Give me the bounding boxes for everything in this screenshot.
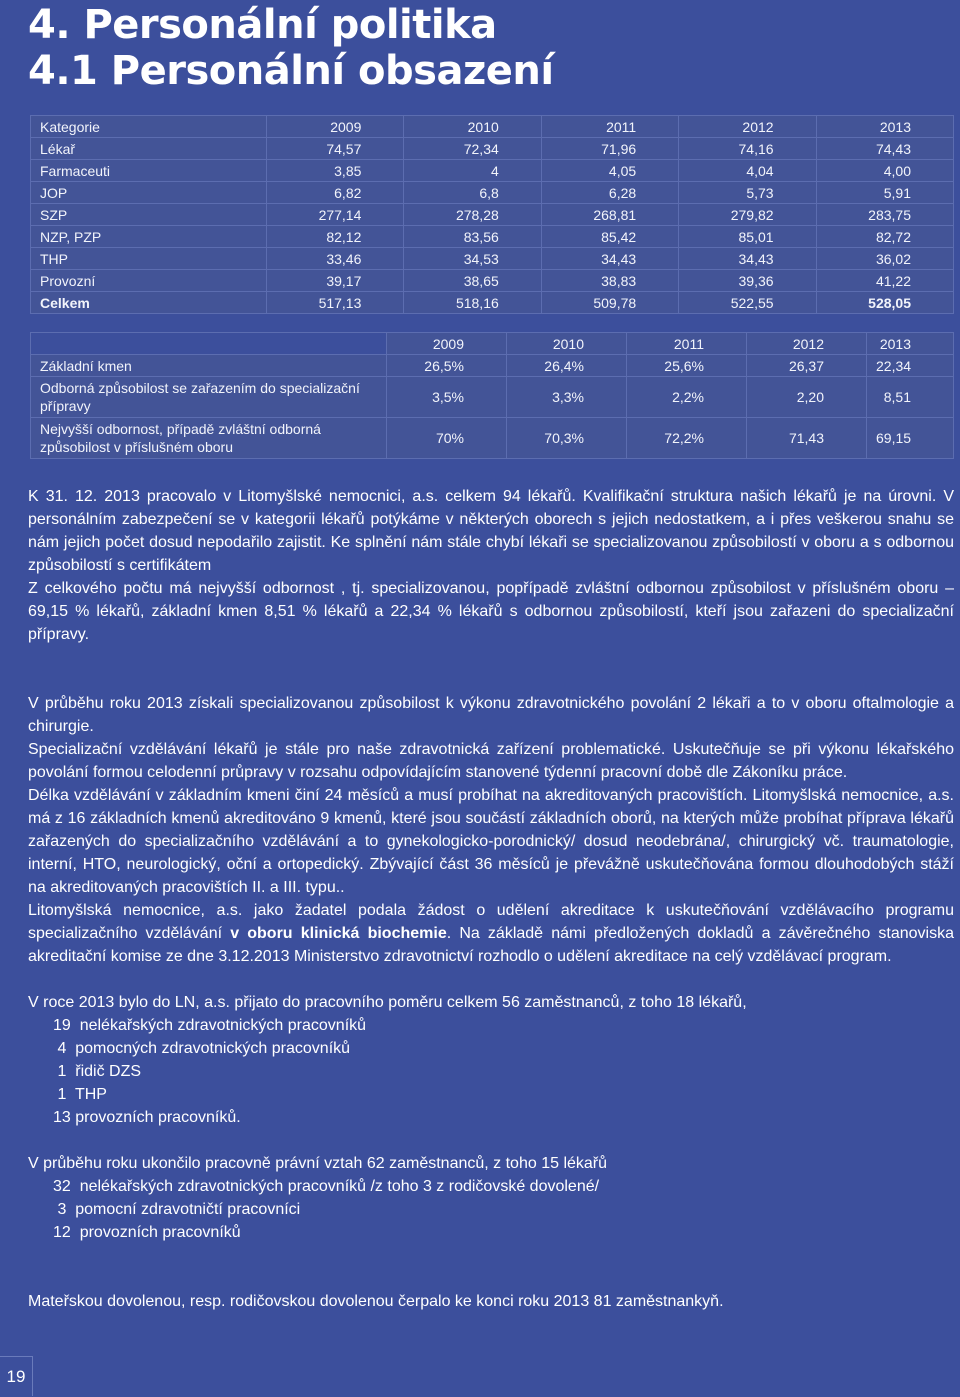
paragraph-specialization: V průběhu roku 2013 získali specializovanou způsobilost k výkonu zdravotnického povolání 2 lékaři a to v oboru oftalmologie a chirurgie. <box>28 695 954 735</box>
table-cell: Základní kmen <box>31 355 387 377</box>
table-cell: Lékař <box>31 138 267 160</box>
table-cell: 34,43 <box>679 248 816 270</box>
table-cell: 522,55 <box>679 292 816 314</box>
table-cell: 3,5% <box>387 377 507 418</box>
table-cell: Nejvyšší odbornost, případě zvláštní odborná způsobilost v příslušném oboru <box>31 418 387 459</box>
paragraph-doctors: K 31. 12. 2013 pracovalo v Litomyšlské nemocnici, a.s. celkem 94 lékařů. Kvalifikační struktura našich lékařů je na úrovni. V personálním zabezpečení se v kategorii lékařů potýkáme v některých oborech s jejich nedostatkem, a i přes veškerou snahu se nám jejich počet dosud nepodařilo zajistit. Ke splnění nám stále chybí lékaři se specializovanou způsobilostí v oboru a s odbornou způsobilostí s certifikátem <box>28 488 954 574</box>
table-cell: 85,42 <box>541 226 678 248</box>
table-cell: 6,8 <box>404 182 541 204</box>
list-item: 1 řidič DZS <box>53 1063 142 1080</box>
table-cell: SZP <box>31 204 267 226</box>
table-cell: 82,72 <box>816 226 953 248</box>
table-cell: 38,83 <box>541 270 678 292</box>
list-item: 3 pomocní zdravotničtí pracovníci <box>53 1201 301 1218</box>
header-cell: 2010 <box>507 333 627 355</box>
table-cell: 74,16 <box>679 138 816 160</box>
table-cell: 39,17 <box>267 270 404 292</box>
table-cell: 3,3% <box>507 377 627 418</box>
table-header-row <box>31 333 954 355</box>
table-cell: 72,2% <box>627 418 747 459</box>
table-cell: 39,36 <box>679 270 816 292</box>
table-cell: 69,15 <box>867 418 954 459</box>
table-cell: 528,05 <box>816 292 953 314</box>
table-cell: 34,43 <box>541 248 678 270</box>
table-cell: 278,28 <box>404 204 541 226</box>
table-cell: 2,2% <box>627 377 747 418</box>
table-cell: 74,57 <box>267 138 404 160</box>
table-row <box>31 204 954 226</box>
table-cell: 74,43 <box>816 138 953 160</box>
table-cell: 26,4% <box>507 355 627 377</box>
table-cell: 25,6% <box>627 355 747 377</box>
table-row <box>31 355 954 377</box>
table-cell: 6,28 <box>541 182 678 204</box>
header-cell: 2013 <box>867 333 954 355</box>
header-cell: Kategorie <box>31 116 267 138</box>
table-row <box>31 270 954 292</box>
staff-table <box>30 115 954 314</box>
table-cell: 41,22 <box>816 270 953 292</box>
table-cell: 3,85 <box>267 160 404 182</box>
table-cell: 38,65 <box>404 270 541 292</box>
table-cell: 268,81 <box>541 204 678 226</box>
paragraph-training: Specializační vzdělávání lékařů je stále pro naše zdravotnická zařízení problematické. Uskutečňuje se při výkonu lékařského povolání formou celodenní průpravy v rozsahu odpovídajícím stanovené týdenní pracovní době dle Zákoníku práce. <box>28 741 954 781</box>
maternity-text: Mateřskou dovolenou, resp. rodičovskou dovolenou čerpalo ke konci roku 2013 81 zaměstnankyň. <box>28 1293 724 1310</box>
table-cell: 283,75 <box>816 204 953 226</box>
table-cell: 72,34 <box>404 138 541 160</box>
page-headings <box>28 2 554 94</box>
table-cell: 4,04 <box>679 160 816 182</box>
chapter-title: 4. Personální politika <box>28 2 497 48</box>
table-cell: 5,73 <box>679 182 816 204</box>
list-item: 12 provozních pracovníků <box>53 1224 241 1241</box>
header-cell: 2010 <box>404 116 541 138</box>
header-cell: 2012 <box>747 333 867 355</box>
table-cell: THP <box>31 248 267 270</box>
table-cell: 71,96 <box>541 138 678 160</box>
header-cell <box>31 333 387 355</box>
accreditation-field: v oboru klinická biochemie <box>230 925 447 942</box>
left-intro: V průběhu roku ukončilo pracovně právní vztah 62 zaměstnanců, z toho 15 lékařů <box>28 1155 608 1172</box>
table-cell: Provozní <box>31 270 267 292</box>
list-item: 4 pomocných zdravotnických pracovníků <box>53 1040 351 1057</box>
table-cell: Farmaceuti <box>31 160 267 182</box>
table-cell: 26,5% <box>387 355 507 377</box>
table-header-row <box>31 116 954 138</box>
table-cell: Celkem <box>31 292 267 314</box>
header-cell: 2012 <box>679 116 816 138</box>
paragraph-qualification: Z celkového počtu má nejvyšší odbornost , tj. specializovanou, popřípadě zvláštní odbornou způsobilost v příslušném oboru – 69,15 % lékařů, základní kmen 8,51 % lékařů a 22,34 % lékařů s odbornou způsobilostí, kteří jsou zařazeni do specializační přípravy. <box>28 580 954 643</box>
table-cell: 82,12 <box>267 226 404 248</box>
table-cell: 518,16 <box>404 292 541 314</box>
table-cell: 8,51 <box>867 377 954 418</box>
table-cell: 279,82 <box>679 204 816 226</box>
table-cell: 22,34 <box>867 355 954 377</box>
table-cell: NZP, PZP <box>31 226 267 248</box>
table-cell: 83,56 <box>404 226 541 248</box>
header-cell: 2011 <box>541 116 678 138</box>
table-cell: 6,82 <box>267 182 404 204</box>
table-row <box>31 138 954 160</box>
table-row <box>31 377 954 418</box>
table-cell: JOP <box>31 182 267 204</box>
table-row <box>31 182 954 204</box>
table-cell: 85,01 <box>679 226 816 248</box>
table-cell: 517,13 <box>267 292 404 314</box>
body-text <box>28 485 954 1313</box>
table-cell: 4 <box>404 160 541 182</box>
table-cell: Odborná způsobilost se zařazením do specializační přípravy <box>31 377 387 418</box>
header-cell: 2013 <box>816 116 953 138</box>
qualification-table <box>30 332 954 459</box>
left-list <box>28 1175 954 1244</box>
list-item: 32 nelékařských zdravotnických pracovníků /z toho 3 z rodičovské dovolené/ <box>53 1178 600 1195</box>
table-cell: 4,00 <box>816 160 953 182</box>
table-row <box>31 292 954 314</box>
table-cell: 71,43 <box>747 418 867 459</box>
table-row <box>31 248 954 270</box>
section-title: 4.1 Personální obsazení <box>28 48 554 94</box>
hired-intro: V roce 2013 bylo do LN, a.s. přijato do pracovního poměru celkem 56 zaměstnanců, z toho 18 lékařů, <box>28 994 747 1011</box>
table-cell: 36,02 <box>816 248 953 270</box>
paragraph-accreditation: Litomyšlská nemocnice, a.s. jako žadatel podala žádost o udělení akreditace k uskutečňování vzdělávacího programu specializačního vzdělávání v oboru klinická biochemie. Na základě námi předložených dokladů a závěrečného stanoviska akreditační komise ze dne 3.12.2013 Ministerstvo zdravotnictví rozhodlo o udělení akreditace na celý vzdělávací program. <box>28 902 954 965</box>
list-item: 19 nelékařských zdravotnických pracovníků <box>53 1017 367 1034</box>
table-cell: 277,14 <box>267 204 404 226</box>
table-cell: 5,91 <box>816 182 953 204</box>
header-cell: 2009 <box>267 116 404 138</box>
header-cell: 2011 <box>627 333 747 355</box>
table-cell: 34,53 <box>404 248 541 270</box>
table-cell: 509,78 <box>541 292 678 314</box>
paragraph-base-stem: Délka vzdělávání v základním kmeni činí 24 měsíců a musí probíhat na akreditovaných pracovištích. Litomyšlská nemocnice, a.s. má z 16 základních kmenů akreditováno 9 kmenů, které jsou součástí základních oborů, na kterých může probíhat příprava lékařů zařazených do specializačního vzdělávání a to gynekologicko-porodnický/ dosud neodebrána/, chirurgický vč. traumatologie, interní, HTO, neurologický, oční a ortopedický. Zbývající část 36 měsíců je převážně uskutečňována formou dlouhodobých stáží na akreditovaných pracovištích II. a III. typu.. <box>28 787 954 896</box>
table-cell: 4,05 <box>541 160 678 182</box>
list-item: 13 provozních pracovníků. <box>53 1109 241 1126</box>
hired-list <box>28 1014 954 1129</box>
header-cell: 2009 <box>387 333 507 355</box>
table-cell: 33,46 <box>267 248 404 270</box>
list-item: 1 THP <box>53 1086 107 1103</box>
table-cell: 70,3% <box>507 418 627 459</box>
table-row <box>31 160 954 182</box>
table-cell: 2,20 <box>747 377 867 418</box>
table-row <box>31 226 954 248</box>
table-cell: 70% <box>387 418 507 459</box>
page-number: 19 <box>0 1356 33 1396</box>
table-cell: 26,37 <box>747 355 867 377</box>
table-row <box>31 418 954 459</box>
